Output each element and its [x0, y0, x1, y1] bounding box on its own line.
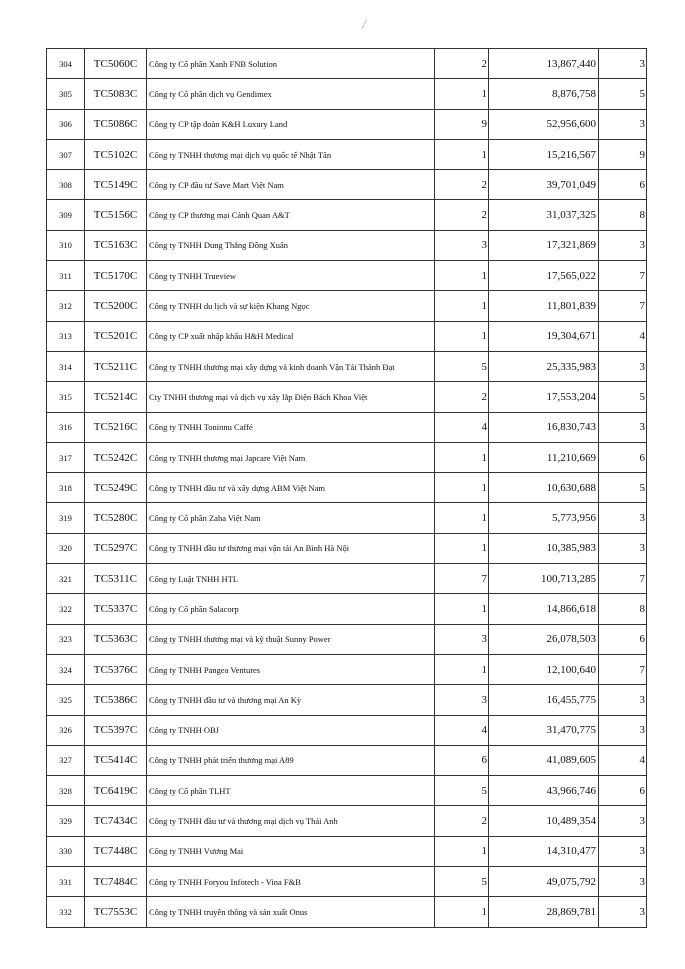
last-column-value: 5	[599, 382, 647, 412]
row-number: 327	[47, 745, 85, 775]
company-code: TC5249C	[85, 473, 147, 503]
quantity: 1	[435, 79, 489, 109]
company-name: Công ty TNHH Dung Thắng Đồng Xuân	[147, 230, 435, 260]
last-column-value: 7	[599, 261, 647, 291]
last-column-value: 3	[599, 806, 647, 836]
last-column-value: 3	[599, 715, 647, 745]
amount: 11,210,669	[489, 442, 599, 472]
quantity: 1	[435, 442, 489, 472]
last-column-value: 6	[599, 170, 647, 200]
company-name: Công ty CP xuất nhập khẩu H&H Medical	[147, 321, 435, 351]
table-row	[47, 745, 647, 775]
quantity: 1	[435, 473, 489, 503]
company-name: Công ty TNHH phát triển thương mại A89	[147, 745, 435, 775]
last-column-value: 3	[599, 867, 647, 897]
amount: 31,470,775	[489, 715, 599, 745]
last-column-value: 6	[599, 776, 647, 806]
last-column-value: 3	[599, 533, 647, 563]
company-name: Công ty Cổ phần Xanh FNB Solution	[147, 49, 435, 79]
table-row	[47, 261, 647, 291]
quantity: 4	[435, 715, 489, 745]
table-row	[47, 79, 647, 109]
amount: 19,304,671	[489, 321, 599, 351]
last-column-value: 5	[599, 473, 647, 503]
amount: 14,866,618	[489, 594, 599, 624]
company-name: Công ty TNHH OBJ	[147, 715, 435, 745]
table-row	[47, 533, 647, 563]
table-row	[47, 382, 647, 412]
amount: 15,216,567	[489, 139, 599, 169]
amount: 41,089,605	[489, 745, 599, 775]
last-column-value: 6	[599, 624, 647, 654]
amount: 31,037,325	[489, 200, 599, 230]
row-number: 311	[47, 261, 85, 291]
row-number: 305	[47, 79, 85, 109]
last-column-value: 6	[599, 442, 647, 472]
quantity: 1	[435, 321, 489, 351]
row-number: 308	[47, 170, 85, 200]
quantity: 2	[435, 200, 489, 230]
last-column-value: 8	[599, 200, 647, 230]
row-number: 328	[47, 776, 85, 806]
row-number: 323	[47, 624, 85, 654]
row-number: 319	[47, 503, 85, 533]
table-row	[47, 654, 647, 684]
quantity: 1	[435, 291, 489, 321]
row-number: 332	[47, 897, 85, 927]
amount: 17,553,204	[489, 382, 599, 412]
last-column-value: 7	[599, 564, 647, 594]
amount: 17,321,869	[489, 230, 599, 260]
last-column-value: 3	[599, 897, 647, 927]
company-code: TC7434C	[85, 806, 147, 836]
quantity: 3	[435, 685, 489, 715]
amount: 28,869,781	[489, 897, 599, 927]
last-column-value: 3	[599, 230, 647, 260]
company-name: Công ty CP tập đoàn K&H Luxury Land	[147, 109, 435, 139]
company-code: TC5280C	[85, 503, 147, 533]
company-code: TC5216C	[85, 412, 147, 442]
table-row	[47, 715, 647, 745]
table-row	[47, 806, 647, 836]
row-number: 326	[47, 715, 85, 745]
company-code: TC5337C	[85, 594, 147, 624]
company-name: Công ty TNHH đầu tư thương mại vận tải An Bình Hà Nội	[147, 533, 435, 563]
quantity: 6	[435, 745, 489, 775]
table-row	[47, 170, 647, 200]
amount: 11,801,839	[489, 291, 599, 321]
company-name: Công ty TNHH đầu tư và xây dựng ABM Việt Nam	[147, 473, 435, 503]
row-number: 307	[47, 139, 85, 169]
company-name: Công ty CP đầu tư Save Mart Việt Nam	[147, 170, 435, 200]
table-row	[47, 897, 647, 927]
quantity: 1	[435, 503, 489, 533]
quantity: 2	[435, 382, 489, 412]
amount: 39,701,049	[489, 170, 599, 200]
amount: 49,075,792	[489, 867, 599, 897]
quantity: 1	[435, 836, 489, 866]
amount: 52,956,600	[489, 109, 599, 139]
last-column-value: 4	[599, 745, 647, 775]
table-row	[47, 351, 647, 381]
company-name: Công ty TNHH đầu tư và thương mại An Kỳ	[147, 685, 435, 715]
table-row	[47, 836, 647, 866]
table-row	[47, 624, 647, 654]
table-row	[47, 685, 647, 715]
company-code: TC7484C	[85, 867, 147, 897]
company-name: Công ty TNHH Trueview	[147, 261, 435, 291]
last-column-value: 7	[599, 654, 647, 684]
company-code: TC5102C	[85, 139, 147, 169]
row-number: 317	[47, 442, 85, 472]
company-code: TC5242C	[85, 442, 147, 472]
company-code: TC5201C	[85, 321, 147, 351]
row-number: 314	[47, 351, 85, 381]
amount: 17,565,022	[489, 261, 599, 291]
company-name: Công ty Cổ phần TLHT	[147, 776, 435, 806]
company-code: TC6419C	[85, 776, 147, 806]
last-column-value: 5	[599, 79, 647, 109]
row-number: 309	[47, 200, 85, 230]
company-name: Công ty TNHH thương mại và kỹ thuật Sunny Power	[147, 624, 435, 654]
table-row	[47, 776, 647, 806]
quantity: 4	[435, 412, 489, 442]
row-number: 304	[47, 49, 85, 79]
table-row	[47, 442, 647, 472]
amount: 26,078,503	[489, 624, 599, 654]
company-name: Công ty TNHH thương mại dịch vụ quốc tế Nhật Tân	[147, 139, 435, 169]
amount: 10,489,354	[489, 806, 599, 836]
quantity: 5	[435, 776, 489, 806]
row-number: 312	[47, 291, 85, 321]
company-name: Công ty Luật TNHH HTL	[147, 564, 435, 594]
company-code: TC5376C	[85, 654, 147, 684]
page-mark: /	[362, 18, 366, 33]
company-code: TC5363C	[85, 624, 147, 654]
company-name: Công ty TNHH đầu tư và thương mại dịch vụ Thái Anh	[147, 806, 435, 836]
table-row	[47, 291, 647, 321]
company-name: Công ty TNHH thương mại Japcare Việt Nam	[147, 442, 435, 472]
table-row	[47, 473, 647, 503]
table-row	[47, 594, 647, 624]
quantity: 1	[435, 897, 489, 927]
amount: 16,830,743	[489, 412, 599, 442]
table-row	[47, 49, 647, 79]
row-number: 324	[47, 654, 85, 684]
company-code: TC5170C	[85, 261, 147, 291]
amount: 8,876,758	[489, 79, 599, 109]
table-row	[47, 139, 647, 169]
row-number: 325	[47, 685, 85, 715]
company-code: TC5086C	[85, 109, 147, 139]
company-code: TC5386C	[85, 685, 147, 715]
last-column-value: 3	[599, 351, 647, 381]
company-code: TC5211C	[85, 351, 147, 381]
company-name: Công ty TNHH du lịch và sự kiện Khang Ngọc	[147, 291, 435, 321]
amount: 16,455,775	[489, 685, 599, 715]
row-number: 322	[47, 594, 85, 624]
company-table	[46, 48, 647, 928]
company-code: TC5297C	[85, 533, 147, 563]
quantity: 5	[435, 867, 489, 897]
amount: 5,773,956	[489, 503, 599, 533]
company-code: TC5414C	[85, 745, 147, 775]
amount: 10,630,688	[489, 473, 599, 503]
company-code: TC7448C	[85, 836, 147, 866]
company-code: TC5397C	[85, 715, 147, 745]
company-name: Cty TNHH thương mại và dịch vụ xây lắp Điện Bách Khoa Việt	[147, 382, 435, 412]
amount: 43,966,746	[489, 776, 599, 806]
row-number: 318	[47, 473, 85, 503]
table-row	[47, 321, 647, 351]
company-name: Công ty CP thương mại Cảnh Quan A&T	[147, 200, 435, 230]
company-code: TC5200C	[85, 291, 147, 321]
table-row	[47, 867, 647, 897]
amount: 13,867,440	[489, 49, 599, 79]
last-column-value: 3	[599, 109, 647, 139]
row-number: 329	[47, 806, 85, 836]
quantity: 1	[435, 533, 489, 563]
amount: 100,713,285	[489, 564, 599, 594]
row-number: 313	[47, 321, 85, 351]
table-row	[47, 230, 647, 260]
quantity: 2	[435, 170, 489, 200]
last-column-value: 3	[599, 836, 647, 866]
company-name: Công ty Cổ phần Salacorp	[147, 594, 435, 624]
last-column-value: 3	[599, 412, 647, 442]
last-column-value: 7	[599, 291, 647, 321]
last-column-value: 9	[599, 139, 647, 169]
row-number: 331	[47, 867, 85, 897]
quantity: 3	[435, 230, 489, 260]
company-name: Công ty TNHH Foryou Infotech - Vina F&B	[147, 867, 435, 897]
quantity: 5	[435, 351, 489, 381]
table-body	[47, 49, 647, 928]
quantity: 1	[435, 594, 489, 624]
company-name: Công ty Cổ phần dịch vụ Gendimex	[147, 79, 435, 109]
quantity: 2	[435, 806, 489, 836]
last-column-value: 3	[599, 49, 647, 79]
quantity: 2	[435, 49, 489, 79]
row-number: 321	[47, 564, 85, 594]
row-number: 316	[47, 412, 85, 442]
table-row	[47, 412, 647, 442]
amount: 14,310,477	[489, 836, 599, 866]
company-name: Công ty TNHH truyền thông và sản xuất Onus	[147, 897, 435, 927]
company-name: Công ty TNHH Toninnu Caffé	[147, 412, 435, 442]
quantity: 7	[435, 564, 489, 594]
table-row	[47, 109, 647, 139]
company-code: TC5311C	[85, 564, 147, 594]
last-column-value: 8	[599, 594, 647, 624]
company-code: TC5163C	[85, 230, 147, 260]
company-code: TC5149C	[85, 170, 147, 200]
quantity: 1	[435, 261, 489, 291]
company-name: Công ty TNHH Vương Mai	[147, 836, 435, 866]
quantity: 1	[435, 654, 489, 684]
amount: 12,100,640	[489, 654, 599, 684]
company-name: Công ty TNHH Pangea Ventures	[147, 654, 435, 684]
company-code: TC7553C	[85, 897, 147, 927]
table-row	[47, 503, 647, 533]
quantity: 9	[435, 109, 489, 139]
row-number: 320	[47, 533, 85, 563]
last-column-value: 3	[599, 503, 647, 533]
quantity: 1	[435, 139, 489, 169]
amount: 25,335,983	[489, 351, 599, 381]
company-name: Công ty TNHH thương mại xây dựng và kinh doanh Vận Tải Thành Đạt	[147, 351, 435, 381]
table-row	[47, 564, 647, 594]
row-number: 330	[47, 836, 85, 866]
row-number: 310	[47, 230, 85, 260]
company-code: TC5214C	[85, 382, 147, 412]
company-code: TC5083C	[85, 79, 147, 109]
amount: 10,385,983	[489, 533, 599, 563]
quantity: 3	[435, 624, 489, 654]
last-column-value: 3	[599, 685, 647, 715]
last-column-value: 4	[599, 321, 647, 351]
row-number: 306	[47, 109, 85, 139]
row-number: 315	[47, 382, 85, 412]
table-row	[47, 200, 647, 230]
company-name: Công ty Cổ phần Zaha Việt Nam	[147, 503, 435, 533]
company-code: TC5060C	[85, 49, 147, 79]
company-code: TC5156C	[85, 200, 147, 230]
